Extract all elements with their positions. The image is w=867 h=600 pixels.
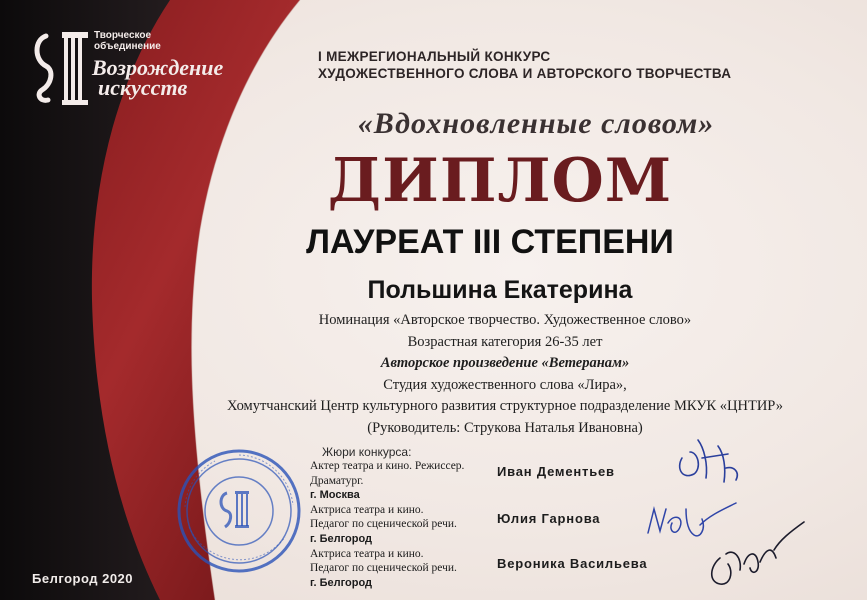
work-title: Авторское произведение «Ветеранам» <box>380 355 630 371</box>
organization: Хомутчанский Центр культурного развития структурное подразделение МКУК «ЦНТИР» <box>227 398 783 414</box>
jury-city: г. Белгород <box>310 532 373 545</box>
signature-1 <box>668 428 748 488</box>
signature-3 <box>700 518 810 593</box>
jury-role: Актер театра и кино. Режиссер. <box>310 460 465 472</box>
jury-member-name: Вероника Васильева <box>497 556 648 571</box>
contest-header: I МЕЖРЕГИОНАЛЬНЫЙ КОНКУРС ХУДОЖЕСТВЕННОГО СЛОВА И АВТОРСКОГО ТВОРЧЕСТВА <box>318 49 732 81</box>
logo-caption: Творческое объединение <box>94 30 161 52</box>
jury-city: г. Белгород <box>310 576 373 589</box>
jury-role: Актриса театра и кино. <box>310 547 424 560</box>
footer-city-year: Белгород 2020 <box>32 571 134 586</box>
jury-role: Педагог по сценической речи. <box>310 518 457 531</box>
jury-title: Жюри конкурса: <box>322 445 412 459</box>
jury-role: Драматург. <box>310 474 364 487</box>
award-details <box>190 310 820 439</box>
jury-member-name: Иван Дементьев <box>497 464 615 479</box>
jury-role: Педагог по сценической речи. <box>310 562 457 575</box>
award-degree: ЛАУРЕАТ III СТЕПЕНИ <box>306 223 674 261</box>
nomination: Номинация «Авторское творчество. Художественное слово» <box>318 312 692 328</box>
contest-name: «Вдохновленные словом» <box>357 107 715 140</box>
studio: Студия художественного слова «Лира», <box>383 376 627 393</box>
jury-city: г. Москва <box>310 489 360 502</box>
jury-member-name: Юлия Гарнова <box>497 511 601 526</box>
logo-title: Возрождение искусств <box>92 55 224 100</box>
official-stamp <box>175 447 303 575</box>
logo-lyre-icon <box>32 28 94 108</box>
jury-role: Актриса театра и кино. <box>310 503 424 516</box>
jury-list <box>310 459 490 590</box>
supervisor: (Руководитель: Струкова Наталья Ивановна) <box>367 419 643 436</box>
recipient-name: Польшина Екатерина <box>367 276 633 304</box>
age-category: Возрастная категория 26-35 лет <box>407 333 603 350</box>
diploma-title: ДИПЛОМ <box>327 146 673 216</box>
